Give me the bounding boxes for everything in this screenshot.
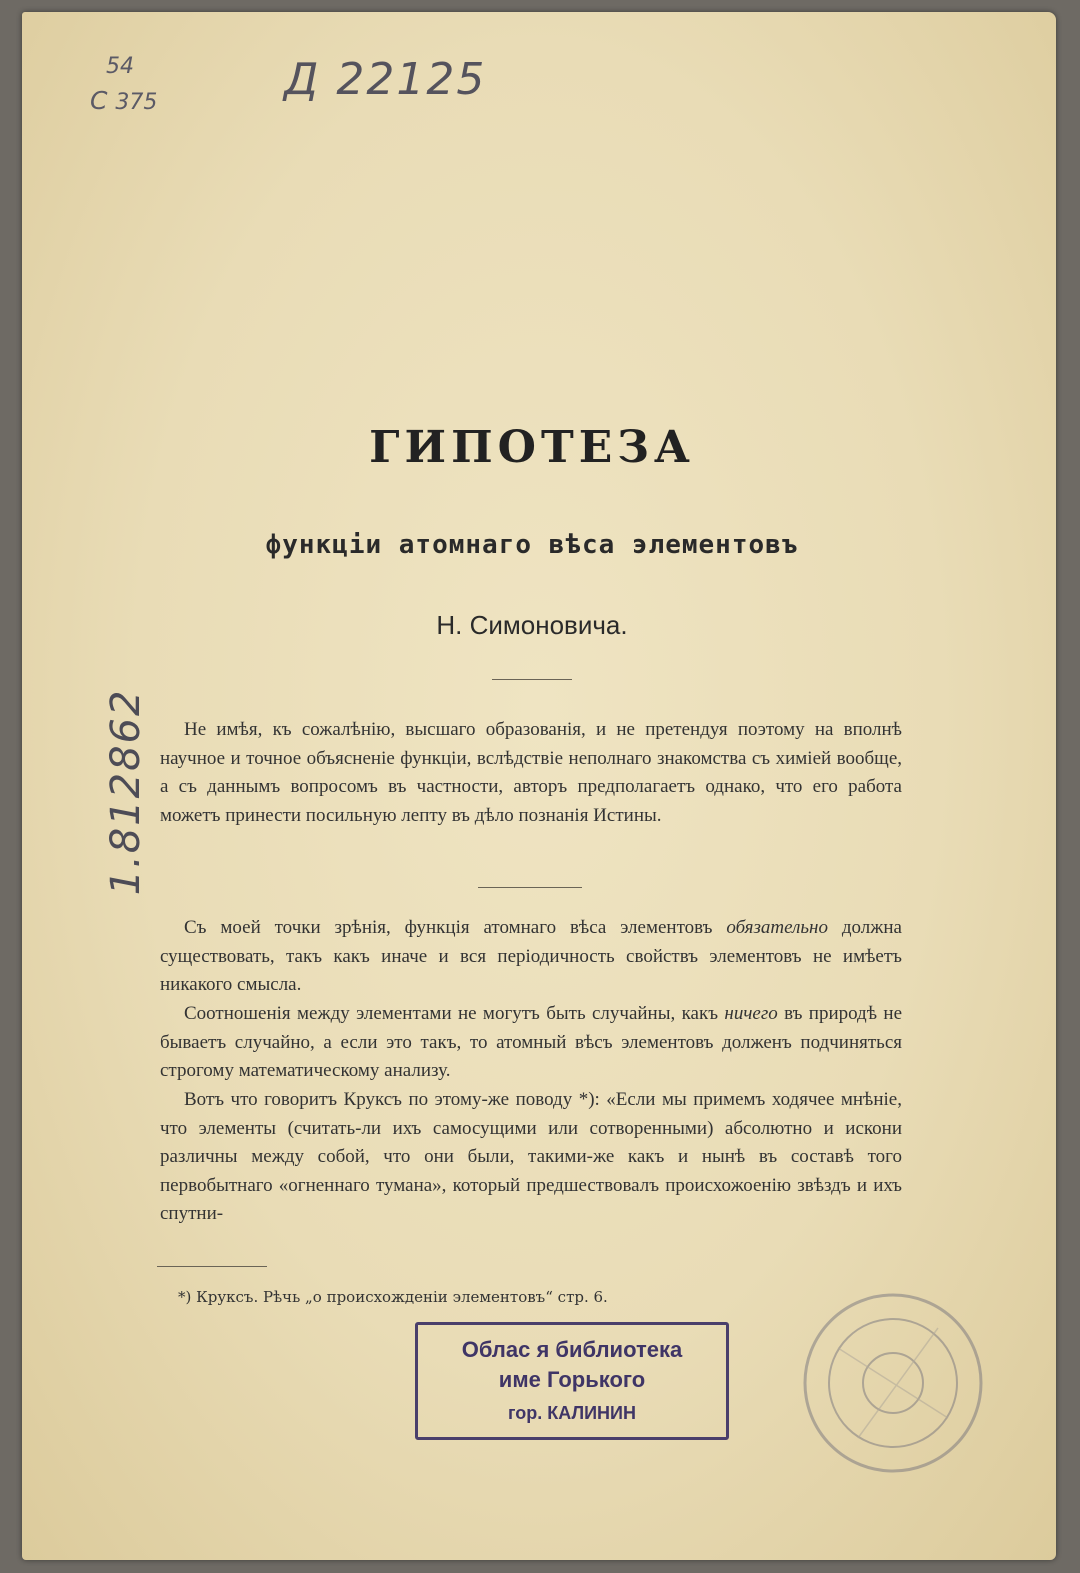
p1-rest: должна существовать, такъ какъ иначе и вся періодичность свойствъ элементовъ не имѣетъ никакого смысла. [160, 917, 902, 995]
author-line: Н. Симоновича. [436, 610, 628, 640]
shelf-letter: С [90, 86, 108, 115]
body-paragraph-1 [160, 914, 902, 1000]
body-paragraph-3: Вотъ что говоритъ Круксъ по этому-же поводу *): «Если мы примемъ ходячее мнѣніе, что элементы (считать-ли ихъ самосущими или сотворенными) абсолютно и искони различны между собой, что они были, такими-же какъ и нынѣ въ составѣ того первобытнаго «огненнаго тумана», который предшествовалъ происхожоенію звѣздъ и ихъ спутни- [160, 1089, 902, 1224]
p2-text: Соотношенія между элементами не могутъ быть случайны, какъ [184, 1003, 719, 1024]
side-inventory-number: 1.812862 [103, 688, 149, 896]
p1-emphasis: обязательно [726, 917, 828, 938]
stamp-line-1: Облас я библиотека [461, 1337, 683, 1362]
body-paragraph-2 [160, 1000, 902, 1086]
footnote: *) Круксъ. Рѣчь „о происхожденіи элементовъ“ стр. 6. [178, 1288, 608, 1306]
p1-text: Съ моей точки зрѣнія, функція атомнаго вѣса элементовъ [184, 917, 713, 938]
shelf-number: 375 [115, 90, 158, 115]
divider-1 [492, 679, 572, 680]
subtitle: функціи атомнаго вѣса элементовъ [265, 530, 799, 560]
inventory-number: Д 22125 [284, 54, 487, 105]
round-seal-icon [798, 1288, 988, 1478]
document-page [22, 12, 1056, 1560]
shelf-mark-top: 54 [106, 54, 134, 79]
footnote-rule [157, 1266, 267, 1267]
divider-2 [478, 887, 582, 888]
library-stamp [415, 1322, 729, 1440]
p2-emphasis: ничего [724, 1003, 778, 1024]
preface-paragraph: Не имѣя, къ сожалѣнію, высшаго образованія, и не претендуя поэтому на вполнѣ научное и точное объясненіе функціи, вслѣдствіе неполнаго знакомства съ химіей вообще, а съ даннымъ вопросомъ въ частности, авторъ предполагаетъ однако, что его работа можетъ принести посильную лепту въ дѣло познанія Истины. [160, 719, 902, 826]
stamp-line-3: гор. КАЛИНИН [508, 1403, 636, 1423]
p2-rest: въ природѣ не бываетъ случайно, а если это такъ, то атомный вѣсъ элементовъ долженъ подчиняться строгому математическому анализу. [160, 1003, 902, 1081]
shelf-mark-bottom [90, 86, 157, 115]
page-title: ГИПОТЕЗА [369, 422, 695, 473]
stamp-line-2: име Горького [498, 1367, 646, 1392]
